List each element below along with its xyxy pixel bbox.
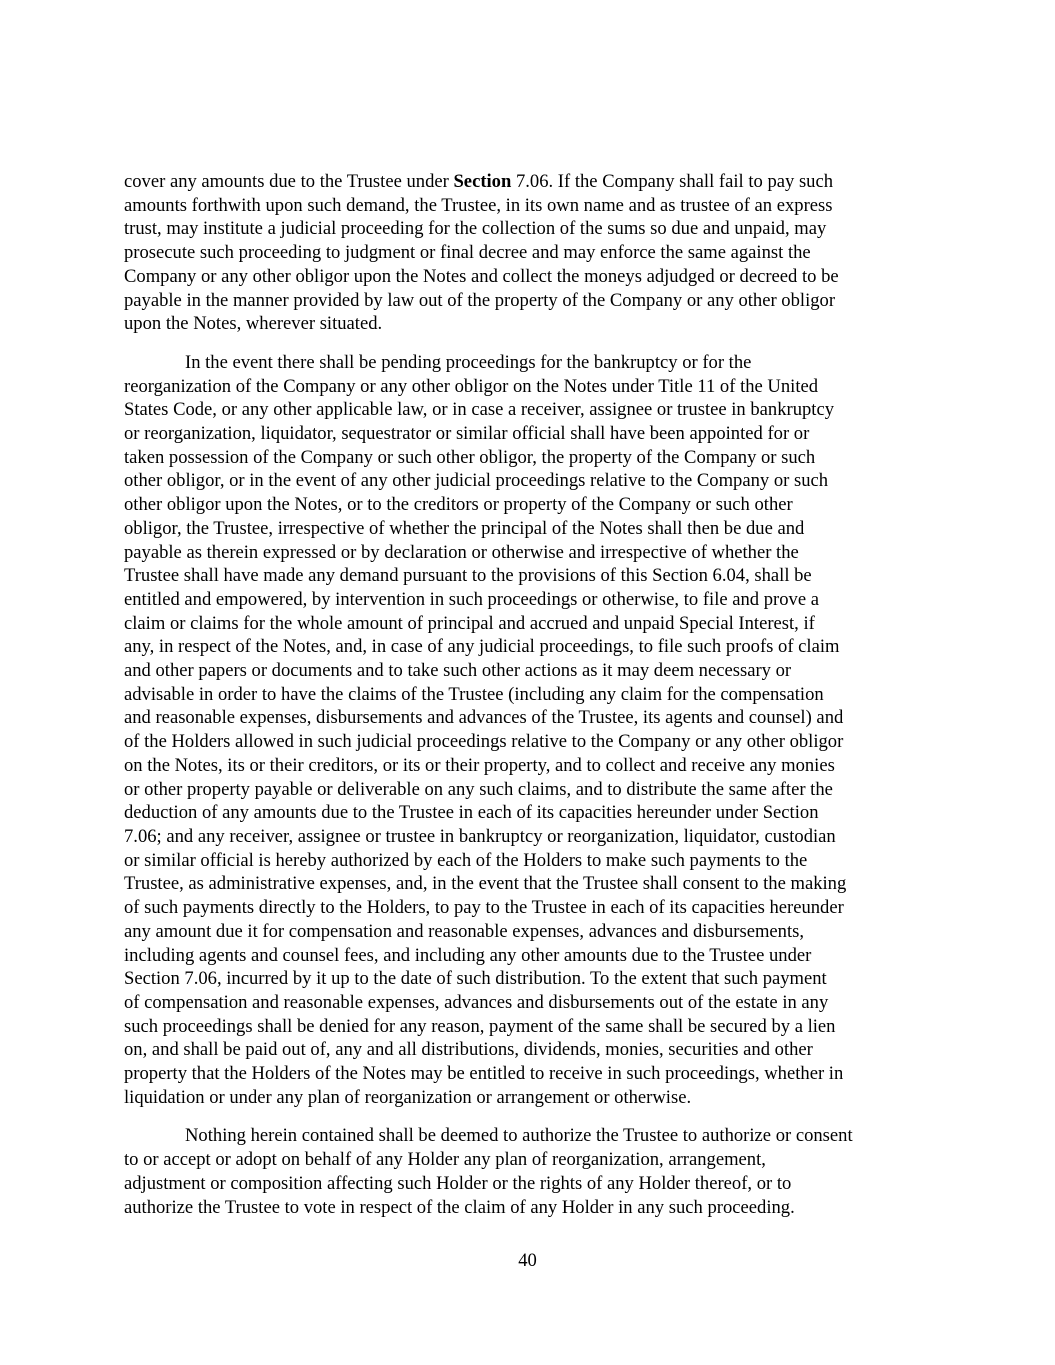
paragraph-line: or reorganization, liquidator, sequestrator or similar official shall have been appointed for or	[124, 423, 810, 445]
paragraph-line: amounts forthwith upon such demand, the Trustee, in its own name and as trustee of an express	[124, 194, 833, 216]
paragraph-line: 7.06; and any receiver, assignee or trustee in bankruptcy or reorganization, liquidator, custodian	[124, 825, 836, 847]
paragraph-line: or other property payable or deliverable on any such claims, and to distribute the same after the	[124, 778, 833, 800]
paragraph-line: of the Holders allowed in such judicial proceedings relative to the Company or any other obligor	[124, 731, 844, 753]
paragraph-line: or similar official is hereby authorized by each of the Holders to make such payments to the	[124, 849, 808, 871]
paragraph-line: liquidation or under any plan of reorganization or arrangement or otherwise.	[124, 1086, 692, 1108]
paragraph-line: advisable in order to have the claims of the Trustee (including any claim for the compensation	[124, 683, 824, 705]
document-body	[124, 170, 942, 1234]
paragraph-line: to or accept or adopt on behalf of any Holder any plan of reorganization, arrangement,	[124, 1149, 766, 1171]
paragraph-line: States Code, or any other applicable law, or in case a receiver, assignee or trustee in bankruptcy	[124, 399, 835, 421]
paragraph-line: payable as therein expressed or by declaration or otherwise and irrespective of whether the	[124, 541, 799, 563]
paragraph-line: reorganization of the Company or any other obligor on the Notes under Title 11 of the United	[124, 375, 819, 397]
paragraph-line: entitled and empowered, by intervention in such proceedings or otherwise, to file and prove a	[124, 588, 819, 610]
paragraph-line: adjustment or composition affecting such Holder or the rights of any Holder thereof, or to	[124, 1172, 792, 1194]
paragraph-line: on the Notes, its or their creditors, or its or their property, and to collect and receive any monies	[124, 754, 835, 776]
paragraph-line: Section 7.06, incurred by it up to the date of such distribution. To the extent that such payment	[124, 968, 827, 990]
paragraph-line: trust, may institute a judicial proceeding for the collection of the sums so due and unpaid, may	[124, 218, 827, 240]
paragraph-line: upon the Notes, wherever situated.	[124, 313, 383, 335]
paragraph-line: prosecute such proceeding to judgment or final decree and may enforce the same against the	[124, 242, 811, 264]
paragraph-bankruptcy-proceedings	[124, 351, 942, 1110]
paragraph-line: including agents and counsel fees, and including any other amounts due to the Trustee under	[124, 944, 812, 966]
paragraph-line: property that the Holders of the Notes may be entitled to receive in such proceedings, whether in	[124, 1063, 844, 1085]
paragraph-line: deduction of any amounts due to the Trustee in each of its capacities hereunder under Section	[124, 802, 819, 824]
paragraph-line: In the event there shall be pending proceedings for the bankruptcy or for the	[185, 351, 752, 373]
paragraph-line: taken possession of the Company or such other obligor, the property of the Company or such	[124, 446, 816, 468]
paragraph-line: Trustee, as administrative expenses, and, in the event that the Trustee shall consent to the making	[124, 873, 847, 895]
paragraph-line: claim or claims for the whole amount of principal and accrued and unpaid Special Interest, if	[124, 612, 815, 634]
paragraph-line: and reasonable expenses, disbursements and advances of the Trustee, its agents and counsel) and	[124, 707, 844, 729]
paragraph-line: authorize the Trustee to vote in respect of the claim of any Holder in any such proceeding.	[124, 1196, 795, 1218]
page-number: 40	[518, 1250, 537, 1271]
paragraph-line: such proceedings shall be denied for any reason, payment of the same shall be secured by a lien	[124, 1015, 836, 1037]
paragraph-line: other obligor, or in the event of any other judicial proceedings relative to the Company or such	[124, 470, 829, 492]
section-bold-label: Section	[453, 171, 512, 192]
paragraph-line: any amount due it for compensation and reasonable expenses, advances and disbursements,	[124, 920, 805, 942]
paragraph-line: payable in the manner provided by law out of the property of the Company or any other obligor	[124, 289, 836, 311]
paragraph-no-authorization	[124, 1124, 942, 1219]
paragraph-trustee-collection	[124, 170, 942, 336]
paragraph-line: and other papers or documents and to take such other actions as it may deem necessary or	[124, 660, 792, 682]
paragraph-line: Trustee shall have made any demand pursuant to the provisions of this Section 6.04, shall be	[124, 565, 812, 587]
paragraph-line: cover any amounts due to the Trustee under Section 7.06. If the Company shall fail to pay such	[124, 171, 834, 192]
paragraph-line: any, in respect of the Notes, and, in case of any judicial proceedings, to file such proofs of claim	[124, 636, 840, 658]
paragraph-line: other obligor upon the Notes, or to the creditors or property of the Company or such other	[124, 494, 793, 516]
paragraph-line: on, and shall be paid out of, any and all distributions, dividends, monies, securities and other	[124, 1039, 813, 1061]
paragraph-line: Nothing herein contained shall be deemed to authorize the Trustee to authorize or consent	[185, 1125, 853, 1147]
paragraph-line: of compensation and reasonable expenses, advances and disbursements out of the estate in any	[124, 991, 829, 1013]
paragraph-line: Company or any other obligor upon the Notes and collect the moneys adjudged or decreed to be	[124, 265, 839, 287]
paragraph-line: obligor, the Trustee, irrespective of whether the principal of the Notes shall then be due and	[124, 517, 805, 539]
paragraph-line: of such payments directly to the Holders, to pay to the Trustee in each of its capacities hereunder	[124, 897, 844, 919]
